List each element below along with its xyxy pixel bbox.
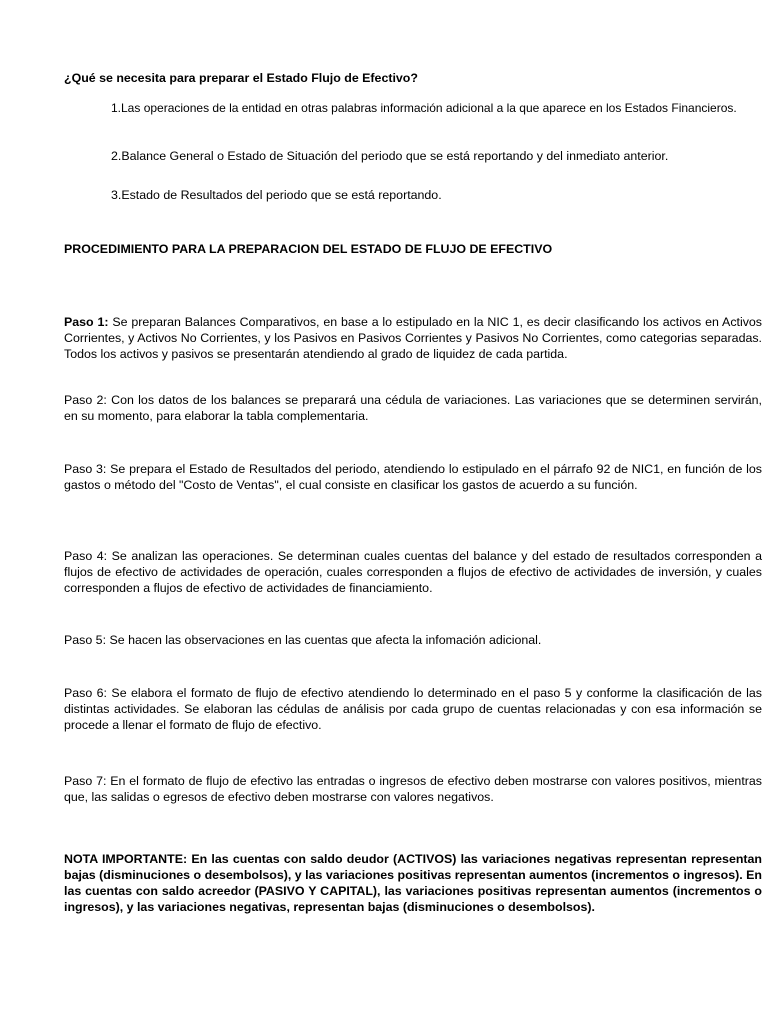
step-label: Paso 1:: [64, 315, 109, 329]
requirement-item-2: 2.Balance General o Estado de Situación del periodo que se está reportando y del inmediato anterior.: [111, 149, 669, 163]
step-text: Se prepara el Estado de Resultados del periodo, atendiendo lo estipulado en el párrafo 92 de NIC1, en función de los gastos o método del "Costo de Ventas", el cual consiste en clasificar los gastos de acuerdo a su función.: [64, 462, 762, 492]
step-label: Paso 7:: [64, 774, 107, 788]
step-6: [64, 685, 762, 733]
step-7: [64, 773, 762, 805]
important-note: NOTA IMPORTANTE: En las cuentas con saldo deudor (ACTIVOS) las variaciones negativas representan representan bajas (disminuciones o desembolsos), y las variaciones positivas representan aumentos (incrementos o ingresos). En las cuentas con saldo acreedor (PASIVO Y CAPITAL), las variaciones positivas representan aumentos (incrementos o ingresos), y las variaciones negativas, representan bajas (disminuciones o desembolsos).: [64, 852, 762, 914]
step-text: Se hacen las observaciones en las cuentas que afecta la infomación adicional.: [106, 633, 542, 647]
procedure-heading: PROCEDIMIENTO PARA LA PREPARACION DEL ESTADO DE FLUJO DE EFECTIVO: [64, 242, 553, 256]
step-label: Paso 3:: [64, 462, 107, 476]
step-label: Paso 6:: [64, 686, 107, 700]
step-text: Se preparan Balances Comparativos, en base a lo estipulado en la NIC 1, es decir clasificando los activos en Activos Corrientes, y Activos No Corrientes, y los Pasivos en Pasivos Corrientes y Pasivos No Corrientes, como categorias separadas. Todos los activos y pasivos se presentarán atendiendo al grado de liquidez de cada partida.: [64, 315, 762, 361]
step-label: Paso 4:: [64, 549, 108, 563]
requirement-item-1: 1.Las operaciones de la entidad en otras palabras información adicional a la que aparece en los Estados Financieros.: [111, 102, 737, 115]
step-2: [64, 392, 762, 424]
step-3: [64, 461, 762, 493]
step-label: Paso 2:: [64, 393, 107, 407]
step-text: Se elabora el formato de flujo de efectivo atendiendo lo determinado en el paso 5 y conforme la clasificación de las distintas actividades. Se elaboran las cédulas de análisis por cada grupo de cuentas relacionadas y con esa información se procede a llenar el formato de flujo de efectivo.: [64, 686, 762, 732]
step-text: Con los datos de los balances se preparará una cédula de variaciones. Las variaciones que se determinen servirán, en su momento, para elaborar la tabla complementaria.: [64, 393, 762, 423]
step-text: En el formato de flujo de efectivo las entradas o ingresos de efectivo deben mostrarse con valores positivos, mientras que, las salidas o egresos de efectivo deben mostrarse con valores negativos.: [64, 774, 762, 804]
step-label: Paso 5:: [64, 633, 107, 647]
step-5: [64, 632, 762, 648]
step-4: [64, 548, 762, 596]
question-heading: ¿Qué se necesita para preparar el Estado Flujo de Efectivo?: [64, 71, 418, 85]
step-1: [64, 314, 762, 362]
requirement-item-3: 3.Estado de Resultados del periodo que se está reportando.: [111, 188, 442, 202]
step-text: Se analizan las operaciones. Se determinan cuales cuentas del balance y del estado de resultados corresponden a flujos de efectivo de actividades de operación, cuales corresponden a flujos de efectivo de actividades de inversión, y cuales corresponden a flujos de efectivo de actividades de financiamiento.: [64, 549, 762, 595]
